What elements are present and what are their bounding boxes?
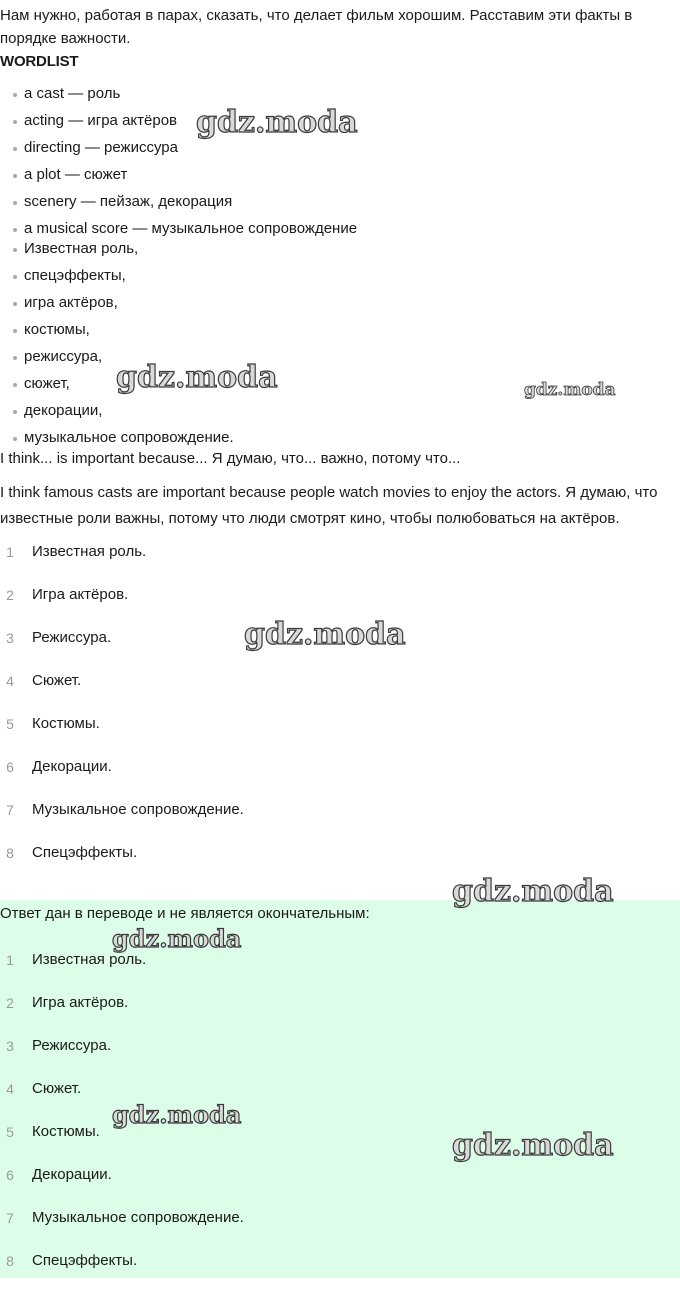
ranked-item [0,1251,680,1294]
item-text: Музыкальное сопровождение. [32,1209,244,1226]
intro-text: Нам нужно, работая в парах, сказать, что делает фильм хорошим. Расставим эти факты в порядке важности. [0,7,633,47]
list-item: a plot — сюжет [0,165,680,185]
example-text: I think famous casts are important because people watch movies to enjoy the actors. Я думаю, что известные роли важны, потому что люди смотрят кино, чтобы полюбоваться на актёров. [0,484,658,527]
list-item: a musical score — музыкальное сопровождение [0,219,680,239]
ranked-item [0,1079,680,1122]
item-text: Игра актёров. [32,586,129,603]
item-number: 5 [6,1124,14,1140]
item-text: Спецэффекты. [32,1252,138,1269]
item-text: Спецэффекты. [32,844,138,861]
facts-list [0,239,680,448]
ranked-item [0,1036,680,1079]
wordlist-title: WORDLIST [0,53,79,70]
list-item: Известная роль, [0,239,680,259]
ranked-item [0,671,680,714]
item-number: 6 [6,759,14,775]
watermark-logo: gdz.moda [452,874,614,909]
item-number: 1 [6,544,14,560]
ranking-list [0,542,680,886]
watermark-logo: gdz.moda [196,105,358,140]
item-number: 2 [6,587,14,603]
item-text: Игра актёров. [32,994,129,1011]
item-number: 5 [6,716,14,732]
ranked-item [0,993,680,1036]
list-item: спецэффекты, [0,266,680,286]
item-text: Декорации. [32,1166,112,1183]
item-number: 8 [6,1253,14,1269]
ranked-item [0,1165,680,1208]
item-text: Режиссура. [32,629,112,646]
item-number: 7 [6,1210,14,1226]
list-item: игра актёров, [0,293,680,313]
item-number: 4 [6,1081,14,1097]
list-item: режиссура, [0,347,680,367]
item-text: Режиссура. [32,1037,112,1054]
item-text: Сюжет. [32,1080,82,1097]
item-number: 2 [6,995,14,1011]
ranked-item [0,1122,680,1165]
watermark-logo: gdz.moda [452,1128,614,1163]
ranked-item [0,542,680,585]
answer-box [0,900,680,1278]
item-text: Костюмы. [32,1123,100,1140]
item-number: 8 [6,845,14,861]
ranked-item [0,585,680,628]
list-item: scenery — пейзаж, декорация [0,192,680,212]
item-text: Декорации. [32,758,112,775]
ranked-item [0,714,680,757]
answer-ranking-list [0,950,680,1294]
item-text: Сюжет. [32,672,82,689]
list-item: декорации, [0,401,680,421]
item-text: Известная роль. [32,543,147,560]
watermark-logo: gdz.moda [524,380,616,400]
phrase-text: I think... is important because... Я думаю, что... важно, потому что... [0,450,461,467]
list-item: directing — режиссура [0,138,680,158]
answer-note: Ответ дан в переводе и не является окончательным: [0,905,370,922]
list-item: acting — игра актёров [0,111,680,131]
ranked-item [0,1208,680,1251]
ranked-item [0,950,680,993]
list-item: музыкальное сопровождение. [0,428,680,448]
item-number: 4 [6,673,14,689]
watermark-logo: gdz.moda [112,924,242,953]
list-item: костюмы, [0,320,680,340]
item-number: 1 [6,952,14,968]
item-number: 7 [6,802,14,818]
watermark-logo: gdz.moda [112,1100,242,1129]
watermark-logo: gdz.moda [244,617,406,652]
ranked-item [0,800,680,843]
item-number: 6 [6,1167,14,1183]
ranked-item [0,628,680,671]
item-text: Музыкальное сопровождение. [32,801,244,818]
item-text: Известная роль. [32,951,147,968]
ranked-item [0,757,680,800]
item-number: 3 [6,630,14,646]
list-item: a cast — роль [0,84,680,104]
ranked-item [0,843,680,886]
item-text: Костюмы. [32,715,100,732]
wordlist [0,84,680,239]
list-item: сюжет, [0,374,680,394]
item-number: 3 [6,1038,14,1054]
watermark-logo: gdz.moda [116,360,278,395]
